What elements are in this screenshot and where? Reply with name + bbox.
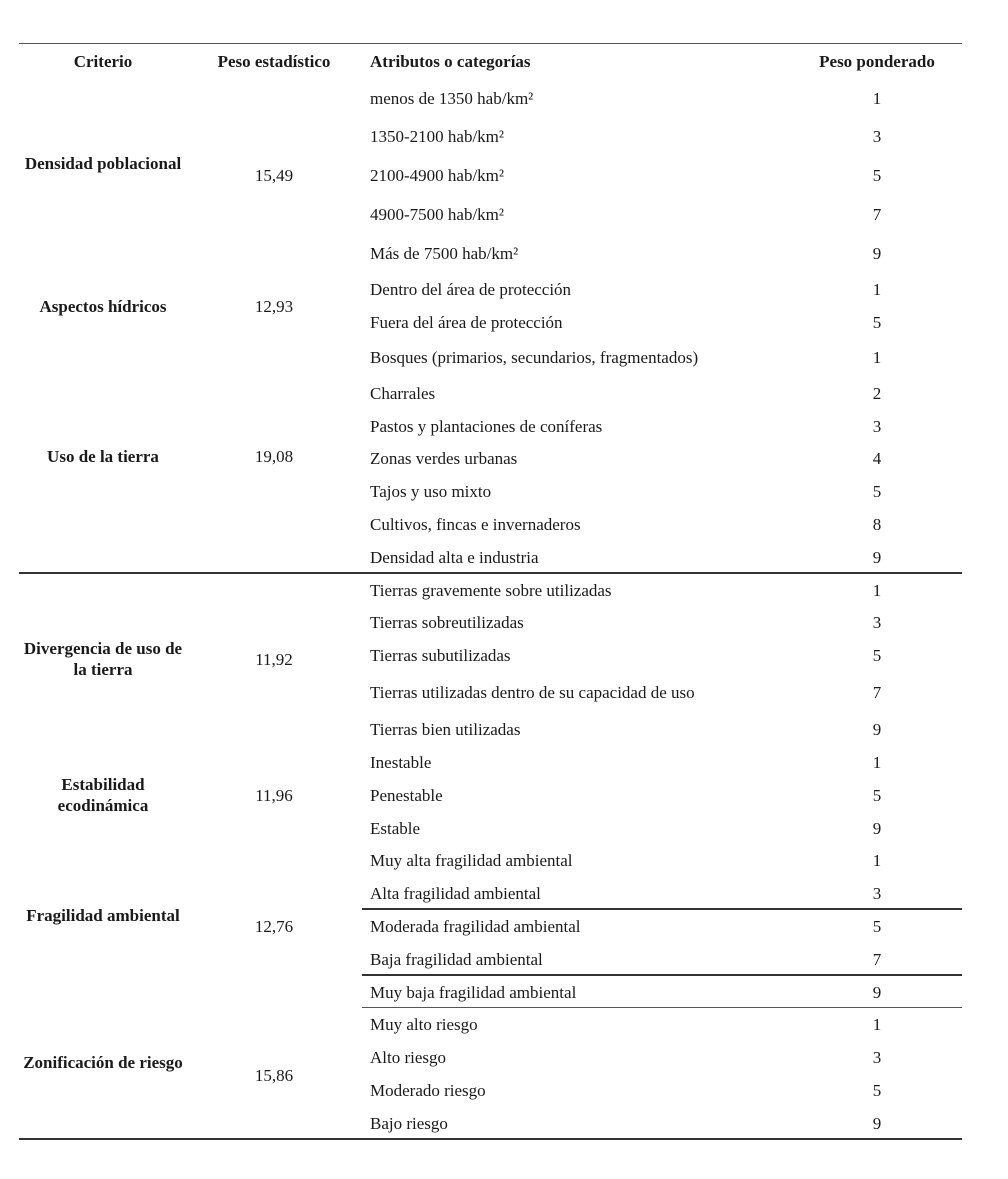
peso-ponderado-value: 1 <box>872 581 882 600</box>
peso-ponderado-value: 5 <box>872 646 882 665</box>
attribute-label: Muy alto riesgo <box>370 1015 478 1034</box>
row-rule <box>362 1007 962 1008</box>
peso-ponderado-value: 1 <box>872 348 882 367</box>
peso-estadistico-value: 12,76 <box>254 917 294 936</box>
top-rule <box>19 43 962 44</box>
attribute-label: Bosques (primarios, secundarios, fragmentados) <box>370 348 699 367</box>
attribute-label: Alto riesgo <box>370 1048 447 1067</box>
criterio-label: Aspectos hídricos <box>39 297 167 316</box>
criterio-label: Zonificación de riesgo <box>23 1053 183 1072</box>
criterio-label: Fragilidad ambiental <box>26 906 180 925</box>
attribute-label: Alta fragilidad ambiental <box>370 884 541 903</box>
header-peso-estadistico: Peso estadístico <box>217 52 331 71</box>
peso-ponderado-value: 3 <box>872 1048 882 1067</box>
section-rule <box>19 572 962 574</box>
peso-ponderado-value: 1 <box>872 851 882 870</box>
attribute-label: Tierras gravemente sobre utilizadas <box>370 581 612 600</box>
peso-ponderado-value: 7 <box>872 205 882 224</box>
criterio-label: Divergencia de uso de la tierra <box>23 639 183 679</box>
attribute-label: Densidad alta e industria <box>370 548 539 567</box>
peso-ponderado-value: 1 <box>872 1015 882 1034</box>
criterio-label: Uso de la tierra <box>47 447 159 466</box>
attribute-label: Zonas verdes urbanas <box>370 449 518 468</box>
peso-estadistico-value: 19,08 <box>254 447 294 466</box>
attribute-label: 1350-2100 hab/km² <box>370 127 504 146</box>
peso-ponderado-value: 5 <box>872 786 882 805</box>
attribute-label: Tajos y uso mixto <box>370 482 492 501</box>
attribute-label: Tierras subutilizadas <box>370 646 511 665</box>
attribute-label: Muy alta fragilidad ambiental <box>370 851 573 870</box>
peso-ponderado-value: 3 <box>872 127 882 146</box>
peso-ponderado-value: 7 <box>872 950 882 969</box>
attribute-label: 4900-7500 hab/km² <box>370 205 504 224</box>
peso-ponderado-value: 9 <box>872 244 882 263</box>
attribute-label: Cultivos, fincas e invernaderos <box>370 515 581 534</box>
attribute-label: Tierras utilizadas dentro de su capacidad de uso <box>370 683 695 702</box>
peso-ponderado-value: 5 <box>872 917 882 936</box>
peso-ponderado-value: 9 <box>872 819 882 838</box>
criterio-label: Densidad poblacional <box>24 154 182 173</box>
peso-ponderado-value: 5 <box>872 482 882 501</box>
peso-ponderado-value: 9 <box>872 1114 882 1133</box>
attribute-label: Estable <box>370 819 421 838</box>
criterio-label: Estabilidad ecodinámica <box>57 775 149 815</box>
peso-estadistico-value: 15,86 <box>254 1066 294 1085</box>
peso-estadistico-value: 11,92 <box>255 650 293 669</box>
attribute-label: Penestable <box>370 786 443 805</box>
attribute-label: Fuera del área de protección <box>370 313 563 332</box>
row-rule <box>362 974 962 976</box>
peso-ponderado-value: 2 <box>872 384 882 403</box>
attribute-label: Pastos y plantaciones de coníferas <box>370 417 603 436</box>
attribute-label: Moderada fragilidad ambiental <box>370 917 581 936</box>
peso-ponderado-value: 9 <box>872 548 882 567</box>
peso-ponderado-value: 7 <box>872 683 882 702</box>
attribute-label: Baja fragilidad ambiental <box>370 950 543 969</box>
attribute-label: Moderado riesgo <box>370 1081 486 1100</box>
peso-estadistico-value: 11,96 <box>255 786 293 805</box>
peso-ponderado-value: 1 <box>872 753 882 772</box>
header-peso-ponderado: Peso ponderado <box>819 52 935 71</box>
peso-ponderado-value: 3 <box>872 613 882 632</box>
attribute-label: menos de 1350 hab/km² <box>370 89 534 108</box>
peso-ponderado-value: 3 <box>872 417 882 436</box>
peso-ponderado-value: 5 <box>872 166 882 185</box>
attribute-label: Inestable <box>370 753 432 772</box>
peso-estadistico-value: 15,49 <box>254 166 294 185</box>
attribute-label: Tierras sobreutilizadas <box>370 613 524 632</box>
bottom-rule <box>19 1138 962 1140</box>
attribute-label: Dentro del área de protección <box>370 280 572 299</box>
header-criterio: Criterio <box>73 52 133 71</box>
header-atributos: Atributos o categorías <box>370 52 531 71</box>
attribute-label: Tierras bien utilizadas <box>370 720 521 739</box>
peso-ponderado-value: 3 <box>872 884 882 903</box>
attribute-label: Más de 7500 hab/km² <box>370 244 519 263</box>
peso-ponderado-value: 8 <box>872 515 882 534</box>
peso-ponderado-value: 5 <box>872 313 882 332</box>
attribute-label: Bajo riesgo <box>370 1114 448 1133</box>
peso-ponderado-value: 4 <box>872 449 882 468</box>
row-rule <box>362 908 962 910</box>
peso-ponderado-value: 9 <box>872 720 882 739</box>
peso-ponderado-value: 1 <box>872 280 882 299</box>
attribute-label: 2100-4900 hab/km² <box>370 166 504 185</box>
peso-ponderado-value: 1 <box>872 89 882 108</box>
peso-ponderado-value: 5 <box>872 1081 882 1100</box>
attribute-label: Charrales <box>370 384 436 403</box>
peso-estadistico-value: 12,93 <box>254 297 294 316</box>
peso-ponderado-value: 9 <box>872 983 882 1002</box>
attribute-label: Muy baja fragilidad ambiental <box>370 983 577 1002</box>
